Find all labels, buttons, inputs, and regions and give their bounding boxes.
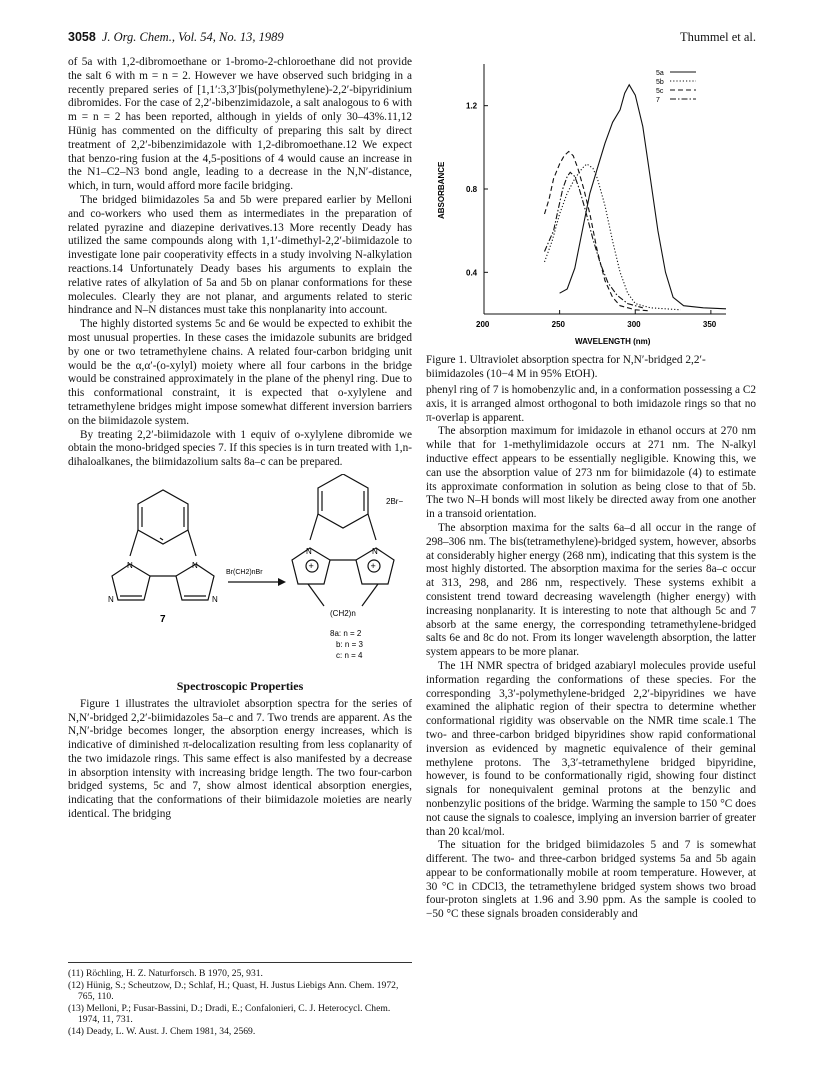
chart-series (545, 85, 727, 311)
charge-symbol: + (370, 560, 376, 571)
atom-N: N (372, 546, 378, 556)
right-paragraph-4: The 1H NMR spectra of bridged azabiaryl molecules provide useful information regarding the conformations of these species. For the corresponding 3,3′-polymethylene-bridged 2,2′-bipyridines we have examined the aliphatic region of their spectra to determine whether conformational rigidity was observable on the NMR time scale.1 The two- and three-carbon bridged bipyridines show rapid conformational inversion as evidenced by magnetic equivalence of their geminal methylene protons. The 3,3′-tetramethylene bridged bipyridine, however, is found to be conformationally rigid, showing four distinct signals for nonequivalent geminal protons at the benzylic and nonbenzylic positions of the bridge. Warming the sample to 150 °C does not cause the signals to coalesce, implying an inversion barrier of greater than 20 kcal/mol. (426, 659, 757, 838)
header-authors: Thummel et al. (679, 30, 756, 44)
right-column (426, 384, 756, 922)
legend-label-5b: 5b (656, 79, 664, 86)
reference-11: (11) Röchling, H. Z. Naturforsch. B 1970, 25, 931. (68, 968, 263, 979)
reference-14: (14) Deady, L. W. Aust. J. Chem 1981, 34, 2569. (68, 1025, 256, 1037)
series-line-5c (545, 152, 651, 311)
page-number: 3058 (68, 30, 96, 44)
benzene-ring-7 (138, 490, 188, 544)
paragraph-3: The highly distorted systems 5c and 6e would be expected to exhibit the most unusual properties. In these cases the imidazole subunits are bridged by one or two tetramethylene chains. A related four-carbon bridging unit would be the α,α′-(o-xylyl) moiety where all four carbons in the bridge would be constrained approximately in the plane of the phenyl ring. Due to this conformational constraint, it is expected that o-xylylene and tetramethylene bridges might impose somewhat different inversion barriers on the biimidazole system. (68, 318, 412, 427)
y-tick-label: 0.8 (466, 185, 478, 194)
paragraph-5: Figure 1 illustrates the ultraviolet absorption spectra for the series of N,N′-bridged 2,2′-biimidazoles 5a–c and 7. Two trends are apparent. As the N,N′-bridge becomes longer, the absorption energy increases, which is indicative of diminished π-delocalization resulting from less coplanarity of the two imidazole rings. This same effect is also manifested by a decrease in absorption intensity with increasing bridge length. The two four-carbon bridged systems, 5c and 7, show almost identical absorption energies, indicating that the conformations of their biimidazole moieties are nearly identical. The bridging (68, 697, 412, 821)
right-paragraph-1: phenyl ring of 7 is homobenzylic and, in a conformation possessing a C2 axis, it is arranged almost orthogonal to both imidazole rings so that no π-overlap is apparent. (426, 384, 756, 424)
charge-symbol: + (308, 560, 314, 571)
chart-legend (656, 70, 696, 104)
legend-label-7: 7 (656, 97, 660, 104)
reagent-label: Br(CH2)nBr (226, 568, 263, 576)
arrow-head (278, 578, 286, 586)
paragraph-2: The bridged biimidazoles 5a and 5b were prepared earlier by Melloni and co-workers who used them as intermediates in the preparation of related pyrazine and diazepine derivatives.13 More recently Deady has utilized the same compounds along with 1,1′-dimethyl-2,2′-biimidazole to investigate lone pair cooperativity effects in a study involving N-alkylation reactions.14 Unfortunately Deady bases his arguments to explain the relative rates of alkylation of 5a and 5b on planar conformations for these molecules. Clearly they are not planar, and arguments related to steric hindrance and N–N distances must take this nonplanarity into account. (68, 193, 412, 317)
x-axis-label: WAVELENGTH (nm) (575, 337, 651, 346)
compound-7-label: 7 (160, 613, 166, 625)
variant-8b: b: n = 3 (336, 639, 363, 649)
x-tick-label: 350 (702, 320, 717, 329)
section-title: Spectroscopic Properties (176, 678, 304, 693)
x-tick-label: 200 (476, 320, 490, 329)
right-paragraph-3: The absorption maxima for the salts 6a–d all occur in the range of 298–306 nm. The bis(tetramethylene)-bridged system, however, absorbs at considerably higher energy (268 nm), indicating that this system is the most highly distorted. The absorption maxima for the series 8a–c occur at 313, 298, and 286 nm, respectively. These systems exhibit a consistent trend toward decreasing wavelength (higher energy) with increasing nonplanarity. It is interesting to note that although 5c and 7 absorb at the same energy, the corresponding tetramethylene-bridged salts 6e and 8c do not. From its longer wavelength absorption, the latter system appears to be more planar. (426, 521, 756, 659)
series-line-7 (545, 172, 643, 307)
atom-N: N (306, 546, 312, 556)
atom-N: N (108, 594, 114, 604)
atom-N: N (212, 594, 218, 604)
uv-spectra-chart (426, 56, 756, 356)
benzene-ring-8 (318, 474, 368, 528)
left-column (68, 56, 412, 822)
chart-axes (466, 64, 726, 329)
journal-citation: J. Org. Chem., Vol. 54, No. 13, 1989 (101, 30, 284, 44)
references (68, 962, 412, 1038)
compound-7-structure (112, 490, 214, 600)
running-header (68, 30, 756, 48)
y-tick-label: 1.2 (466, 101, 478, 111)
reference-12: (12) Hünig, S.; Scheutzow, D.; Schlaf, H.; Quast, H. Justus Liebigs Ann. Chem. 1972, 765, 110. (68, 979, 399, 1003)
atom-N: N (192, 560, 198, 570)
right-paragraph-5: The situation for the bridged biimidazoles 5 and 7 is somewhat different. The two- and three-carbon bridged systems 5a and 5b again appear to be conformationally mobile at room temperature. However, at 30 °C in CDCl3, the tetramethylene bridged system shows two broad four-proton singlets at 1.96 and 3.90 ppm. As the sample is cooled to −50 °C these signals broaden considerably and (426, 839, 756, 921)
series-line-5a (560, 85, 726, 309)
legend-label-5c: 5c (656, 88, 664, 95)
right-paragraph-2: The absorption maximum for imidazole in ethanol occurs at 270 nm while that for 1-methylimidazole occurs at 271 nm. The N-alkyl inductive effect appears to be essentially negligible. Knowing this, we can use the absorption value of 273 nm for biimidazole (4) to estimate its approximate conformation in solution as being close to that of 5b. The two N–H bonds will most likely be directed away from one another in a transoid orientation. (426, 425, 756, 521)
scheme-svg (68, 474, 412, 674)
header-left (68, 30, 284, 45)
variant-8a: 8a: n = 2 (330, 628, 362, 638)
bridge-label: (CH2)n (330, 608, 356, 618)
atom-N: N (127, 560, 133, 570)
figure-caption: Figure 1. Ultraviolet absorption spectra for N,N′-bridged 2,2′-biimidazoles (10−4 M in 95% EtOH). (426, 354, 706, 380)
y-axis-label: ABSORBANCE (437, 161, 446, 219)
x-tick-label: 250 (551, 320, 565, 329)
reaction-scheme (68, 474, 412, 674)
x-tick-label: 300 (627, 320, 641, 329)
paragraph-1: of 5a with 1,2-dibromoethane or 1-bromo-2-chloroethane did not provide the salt 6 with m = n = 2. However we have observed such bridging in a recently prepared series of [1,1′:3,3′]bis(polymethylene)-2,2′-bipyridinium dibromides. For the case of 2,2′-bibenzimidazole, a salt analogous to 6 with m = n = 2 has been reported, although in yields of only 30–43%.11,12 Hünig has commented on the difficulty of preparing this salt by direct treatment of 2,2′-bibenzimidazole with 1,2-dibromoethane.12 We expect that benzo-ring fusion at the 4,5-positions of 4 would cause an increase in the N1–C2–N3 bond angle, leading to a decrease in the N,N′-distance, which, in turn, would afford more facile bridging. (68, 56, 412, 193)
figure-1 (426, 56, 756, 356)
paragraph-4: By treating 2,2′-biimidazole with 1 equiv of o-xylylene dibromide we obtain the mono-bridged species 7. If this species is in turn treated with 1,n-dihaloalkanes, the biimidazolium salts 8a–c can be prepared. (68, 428, 412, 469)
y-tick-label: 0.4 (466, 268, 478, 278)
legend-label-5a: 5a (656, 70, 664, 77)
series-line-5b (545, 164, 681, 310)
compound-8-structure (292, 474, 394, 606)
reference-13: (13) Melloni, P.; Fusar-Bassini, D.; Dradi, E.; Confalonieri, C. J. Heterocycl. Chem. 1974, 11, 731. (68, 1002, 391, 1026)
variant-8c: c: n = 4 (336, 650, 363, 660)
counterion-label: 2Br− (386, 496, 404, 506)
